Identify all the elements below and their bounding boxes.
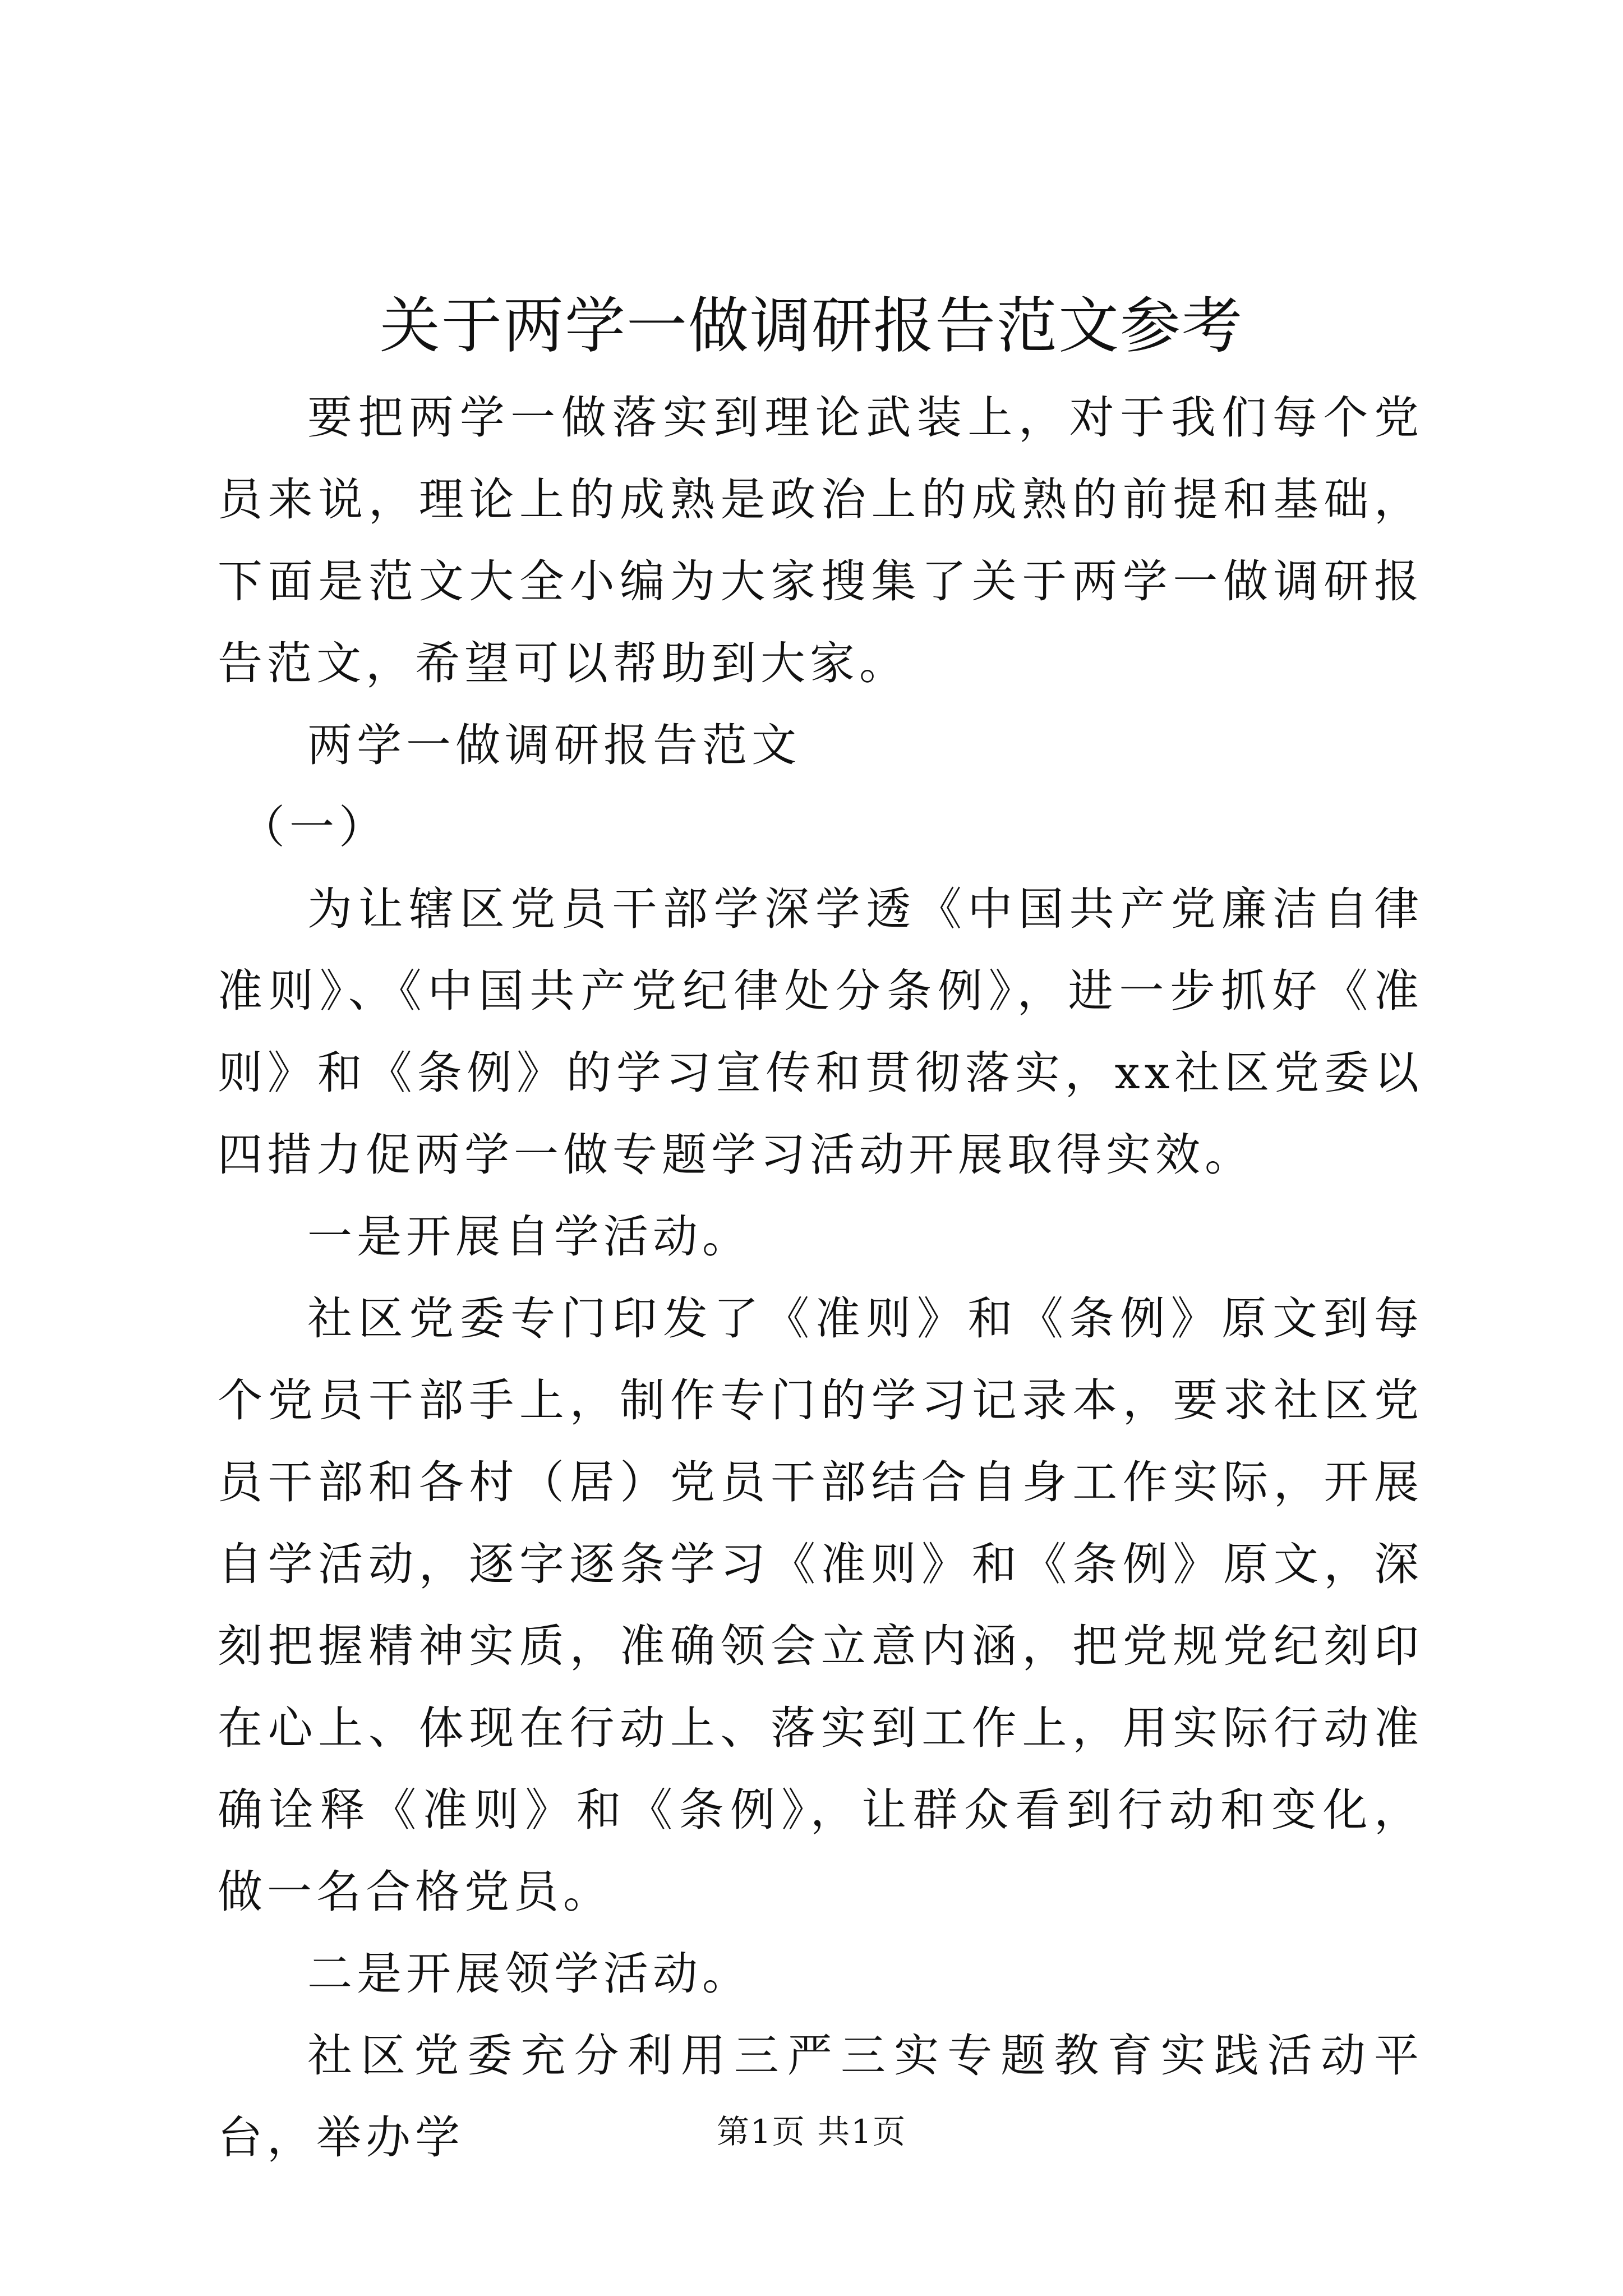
body-paragraph: 社区党委专门印发了《准则》和《条例》原文到每个党员干部手上，制作专门的学习记录本，要求社区党员干部和各村（居）党员干部结合自身工作实际，开展自学活动，逐字逐条学习《准则》和《条例》原文，深刻把握精神实质，准确领会立意内涵，把党规党纪刻印在心上、体现在行动上、落实到工作上，用实际行动准确诠释《准则》和《条例》，让群众看到行动和变化，做一名合格党员。: [218, 1292, 1423, 1918]
intro-paragraph: 要把两学一做落实到理论武装上，对于我们每个党员来说，理论上的成熟是政治上的成熟的前提和基础，下面是范文大全小编为大家搜集了关于两学一做调研报告范文，希望可以帮助到大家。: [218, 392, 1423, 689]
body-paragraph: 为让辖区党员干部学深学透《中国共产党廉洁自律准则》、《中国共产党纪律处分条例》，进一步抓好《准则》和《条例》的学习宣传和贯彻落实，xx社区党委以四措力促两学一做专题学习活动开展取得实效。: [218, 883, 1423, 1181]
body-paragraph: 社区党委充分利用三严三实专题教育实践活动平台，举办学: [218, 2030, 1423, 2164]
document-body: [218, 377, 1423, 2179]
measure-heading: 一是开展自学活动。: [307, 1211, 751, 1263]
document-title: 关于两学一做调研报告范文参考: [379, 291, 1243, 361]
measure-heading: 二是开展领学活动。: [307, 1948, 751, 2000]
section-number: （一）: [240, 801, 388, 853]
section-heading: 两学一做调研报告范文: [307, 719, 801, 771]
page-footer: 第1页 共1页: [716, 2113, 907, 2151]
